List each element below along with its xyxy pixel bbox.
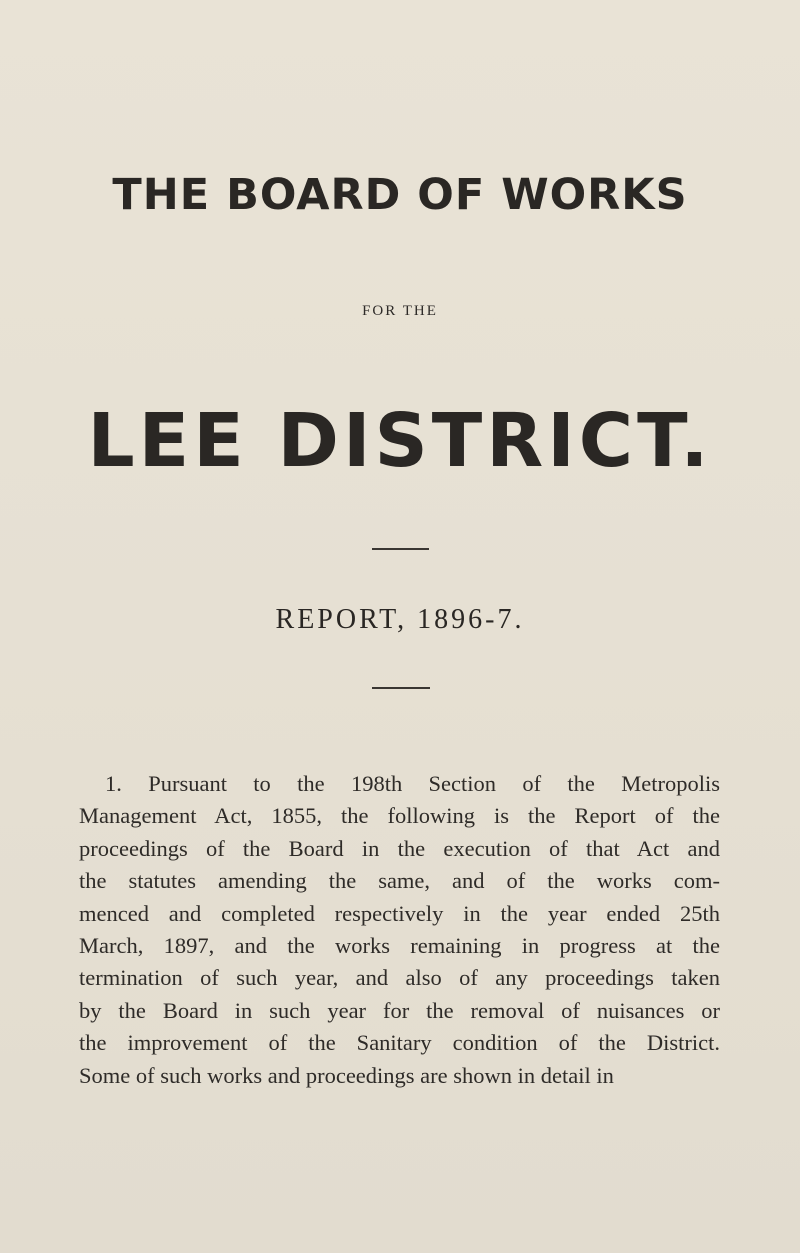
paragraph-line: by the Board in such year for the removal of nuisances or — [79, 997, 720, 1023]
body-paragraph — [79, 768, 720, 1092]
divider-rule-top — [372, 548, 429, 550]
bleed-through-texture — [110, 95, 710, 127]
district-heading: LEE DISTRICT. — [87, 398, 713, 484]
paragraph-line: the improvement of the Sanitary condition of the District. — [79, 1030, 720, 1056]
report-heading: REPORT, 1896-7. — [275, 604, 525, 635]
subtitle-for-the: FOR THE — [362, 303, 438, 319]
paragraph-line: Management Act, 1855, the following is the Report of the — [79, 803, 720, 829]
page-title: THE BOARD OF WORKS — [112, 170, 688, 220]
paragraph-line: proceedings of the Board in the execution of that Act and — [79, 835, 720, 861]
paragraph-line: 1. Pursuant to the 198th Section of the Metropolis — [105, 771, 720, 796]
paragraph-line: the statutes amending the same, and of the works com- — [79, 868, 720, 894]
bleed-line — [110, 95, 710, 127]
paragraph-line: menced and completed respectively in the year ended 25th — [79, 900, 720, 926]
divider-rule-bottom — [372, 687, 430, 689]
paragraph-line: March, 1897, and the works remaining in progress at the — [79, 932, 720, 958]
paragraph-line: Some of such works and proceedings are shown in detail in — [79, 1062, 614, 1088]
paragraph-line: termination of such year, and also of any proceedings taken — [79, 965, 720, 991]
